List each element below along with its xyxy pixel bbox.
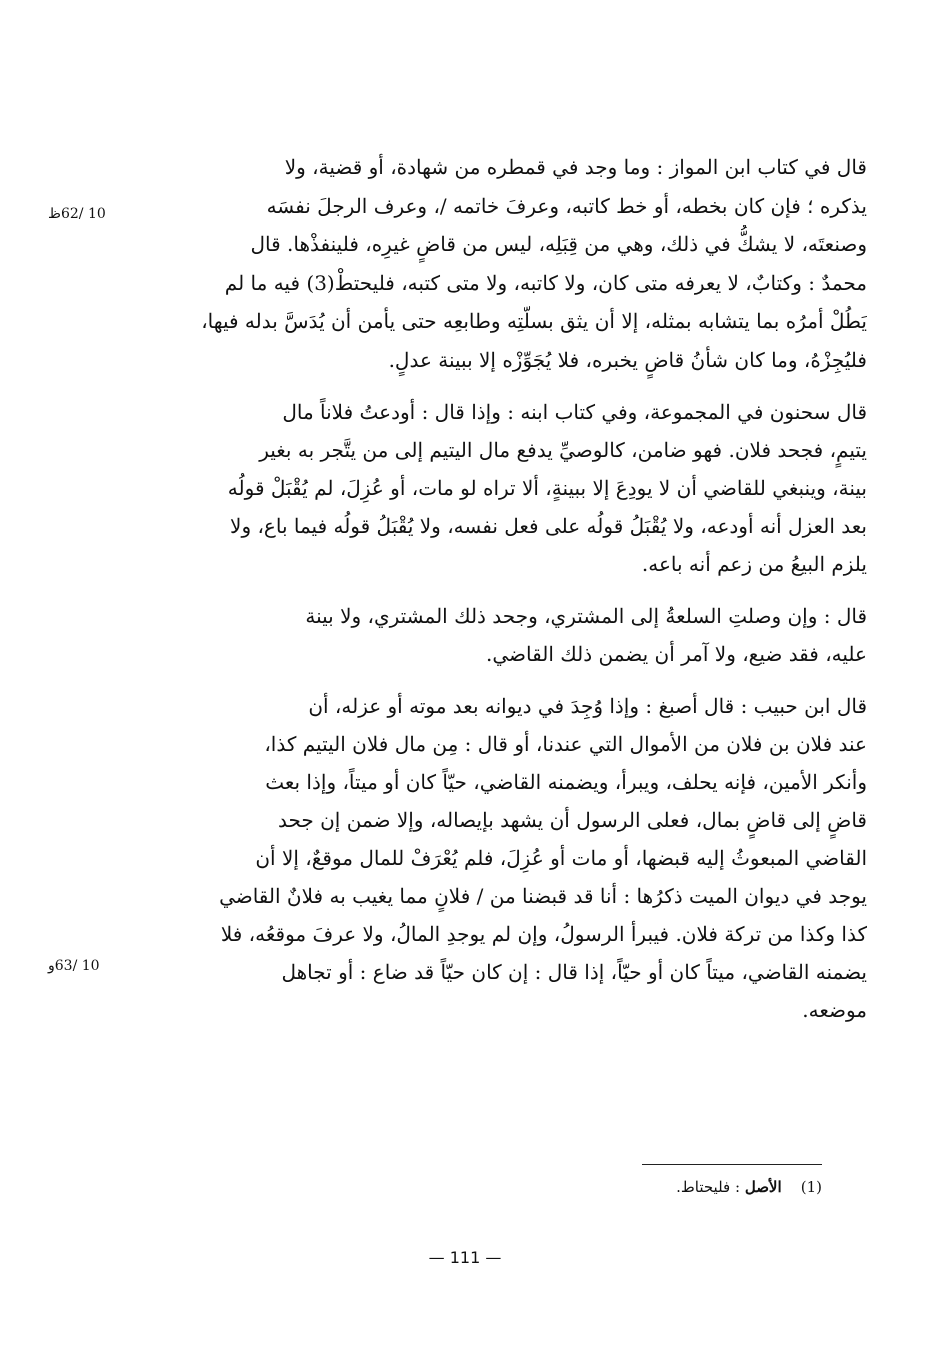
text-line: قال سحنون في المجموعة، وفي كتاب ابنه : وإذا قال : أودعتُ فلاناً مال: [282, 400, 867, 424]
text-line: يتيمٍ، فجحد فلان. فهو ضامن، كالوصيِّ يدفع مال اليتيم إلى من يتَّجر به بغير: [259, 438, 867, 462]
text-line: قال : وإن وصلتِ السلعةُ إلى المشتري، وجحد ذلك المشتري، ولا بينة: [305, 604, 867, 628]
text-line: وأنكر الأمين، فإنه يحلف، ويبرأ، ويضمنه القاضي، حيّاً كان أو ميتاً، وإذا بعث: [265, 770, 867, 794]
text-line: يذكره ؛ فإن كان بخطه، أو خط كاتبه، وعرفَ خاتمه /، وعرف الرجلَ نفسَه: [266, 193, 867, 218]
page-number: — 111 —: [428, 1248, 502, 1267]
text-line: بعد العزل أنه أودعه، ولا يُقْبَلُ قولُه على فعل نفسه، ولا يُقْبَلُ قولُه فيما باع، ولا: [230, 514, 867, 538]
margin-folio-ref: 10 /62ظ: [48, 206, 106, 222]
paragraph: [162, 597, 867, 673]
paragraph: [162, 687, 867, 1029]
text-line: محمدٌ : وكتابٌ، لا يعرفه متى كان، ولا كاتبه، ولا متى كتبه، فليحتطْ(3) فيه ما لم: [224, 270, 867, 295]
text-line: عليه، فقد ضيع، ولا آمر أن يضمن ذلك القاضي.: [486, 642, 867, 666]
footnote: [560, 1178, 822, 1196]
text-line: عند فلان بن فلان من الأموال التي عندنا، أو قال : مِن مال فلان اليتيم كذا،: [264, 732, 867, 756]
text-line: موضعه.: [802, 998, 867, 1022]
text-line: فليُجِزْهُ، وما كان شأنُ قاضٍ يخبره، فلا يُجَوِّزْه إلا ببينة عدلٍ.: [388, 347, 867, 372]
text-line: قال في كتاب ابن المواز : وما وجد في قمطره من شهادة، أو قضية، ولا: [284, 155, 867, 179]
text-line: يَطُلْ أمرُه بما يتشابه بمثله، إلا أن يثق بسلّتِه وطابعِه حتى يأمن أن يُدَسَّ بدله فيها،: [201, 309, 867, 333]
text-line: وصنعتَه، لا يشكُّ في ذلك، وهي من قِبَلِه، ليس من قاضٍ غيرِه، فلينفذْها. قال: [250, 232, 867, 256]
footnote-number: (1): [800, 1178, 822, 1196]
text-line: بينة، وينبغي للقاضي أن لا يودِعَ إلا ببينةٍ، ألا تراه لو مات، أو عُزِلَ، لم يُقْبَلْ قولُه: [227, 476, 867, 500]
text-line: القاضي المبعوثُ إليه قبضها، أو مات أو عُزِلَ، فلم يُعْرَفْ للمال موقعٌ، إلا أن: [255, 846, 867, 870]
text-line: كذا وكذا من تركة فلان. فيبرأ الرسولُ، وإن لم يوجدِ المالُ، ولا عرفَ موقعُه، فلا: [220, 922, 867, 946]
body-text: [162, 148, 867, 1043]
text-line: يضمنه القاضي، ميتاً كان أو حيّاً، إذا قال : إن كان حيّاً قد ضاع : أو تجاهل: [281, 960, 867, 984]
footnote-divider: [642, 1164, 822, 1165]
footnote-label: الأصل: [744, 1178, 782, 1196]
text-line: قاضٍ إلى قاضٍ بمال، فعلى الرسول أن يشهد بإيصاله، وإلا ضمن إن جحد: [277, 808, 867, 832]
text-line: يوجد في ديوان الميت ذكرُها : أنا قد قبضنا من / فلانٍ مما يغيب به فلانٌ القاضي: [219, 884, 867, 908]
paragraph: [162, 148, 867, 379]
text-line: يلزم البيعُ من زعم أنه باعه.: [641, 552, 867, 576]
footnote-text: : فليحتاط.: [676, 1178, 741, 1196]
margin-folio-ref: 10 /63و: [48, 958, 100, 974]
paragraph: [162, 393, 867, 583]
text-line: قال ابن حبيب : قال أصبغ : وإذا وُجِدَ في ديوانه بعد موته أو عزله، أن: [308, 694, 867, 718]
